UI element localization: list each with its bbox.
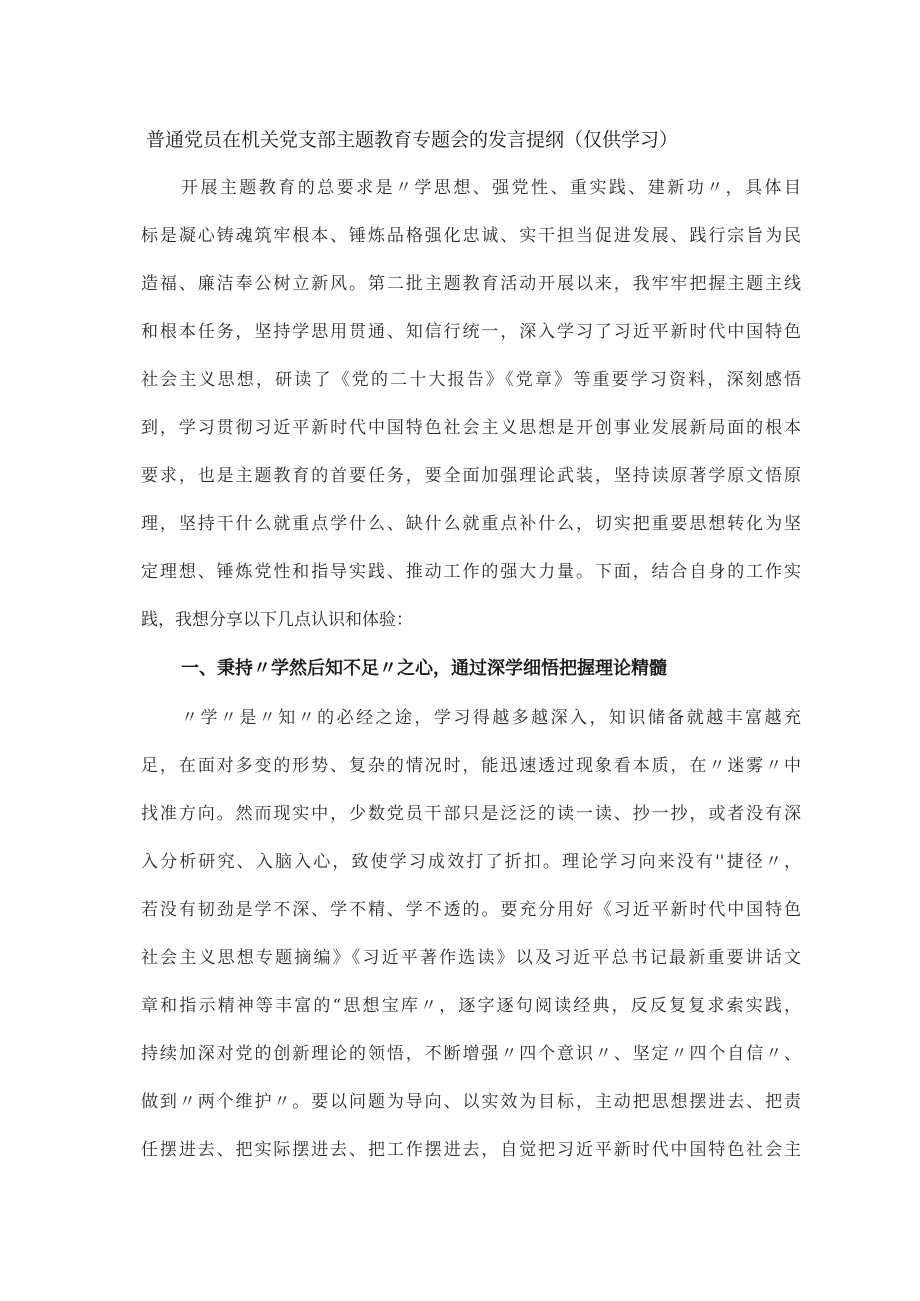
intro-line: 要求，也是主题教育的首要任务，要全面加强理论武装，坚持读原著学原文悟原 <box>141 466 801 486</box>
section-line: 若没有韧劲是学不深、学不精、学不透的。要充分用好《习近平新时代中国特色 <box>141 900 801 920</box>
section-line: 任摆进去、把实际摆进去、把工作摆进去，自觉把习近平新时代中国特色社会主 <box>141 1140 801 1160</box>
intro-line: 标是凝心铸魂筑牢根本、锤炼品格强化忠诚、实干担当促进发展、践行宗旨为民 <box>141 226 801 246</box>
section-line: 持续加深对党的创新理论的领悟，不断增强〃四个意识〃、坚定〃四个自信〃、 <box>141 1044 801 1064</box>
intro-line: 到，学习贯彻习近平新时代中国特色社会主义思想是开创事业发展新局面的根本 <box>141 418 801 438</box>
intro-line: 定理想、锤炼党性和指导实践、推动工作的强大力量。下面，结合自身的工作实 <box>141 562 801 582</box>
section-heading: 一、秉持〃学然后知不足〃之心，通过深学细悟把握理论精髓 <box>181 658 667 679</box>
intro-line: 和根本任务，坚持学思用贯通、知信行统一，深入学习了习近平新时代中国特色 <box>141 322 801 342</box>
section-line: 〃学〃是〃知〃的必经之途，学习得越多越深入，知识储备就越丰富越充 <box>181 708 801 728</box>
section-line: 做到〃两个维护〃。要以问题为导向、以实效为目标，主动把思想摆进去、把责 <box>141 1092 801 1112</box>
section-line: 足，在面对多变的形势、复杂的情况时，能迅速透过现象看本质，在〃迷雾〃中 <box>141 756 801 776</box>
intro-line: 开展主题教育的总要求是〃学思想、强党性、重实践、建新功〃，具体目 <box>181 178 801 198</box>
document-title: 普通党员在机关党支部主题教育专题会的发言提纲（仅供学习） <box>146 129 679 151</box>
intro-line: 社会主义思想，研读了《党的二十大报告》《党章》等重要学习资料，深刻感悟 <box>141 370 801 390</box>
section-line: 社会主义思想专题摘编》《习近平著作选读》以及习近平总书记最新重要讲话文 <box>141 948 801 968</box>
section-line: 找准方向。然而现实中，少数党员干部只是泛泛的读一读、抄一抄，或者没有深 <box>141 804 801 824</box>
intro-line: 理，坚持干什么就重点学什么、缺什么就重点补什么，切实把重要思想转化为坚 <box>141 514 801 534</box>
intro-line: 践，我想分享以下几点认识和体验： <box>141 610 413 630</box>
intro-line: 造福、廉洁奉公树立新风。第二批主题教育活动开展以来，我牢牢把握主题主线 <box>141 274 801 294</box>
section-line: 入分析研究、入脑入心，致使学习成效打了折扣。理论学习向来没有''捷径〃， <box>141 852 801 872</box>
section-line: 章和指示精神等丰富的“思想宝库〃，逐字逐句阅读经典，反反复复求索实践， <box>141 996 801 1016</box>
